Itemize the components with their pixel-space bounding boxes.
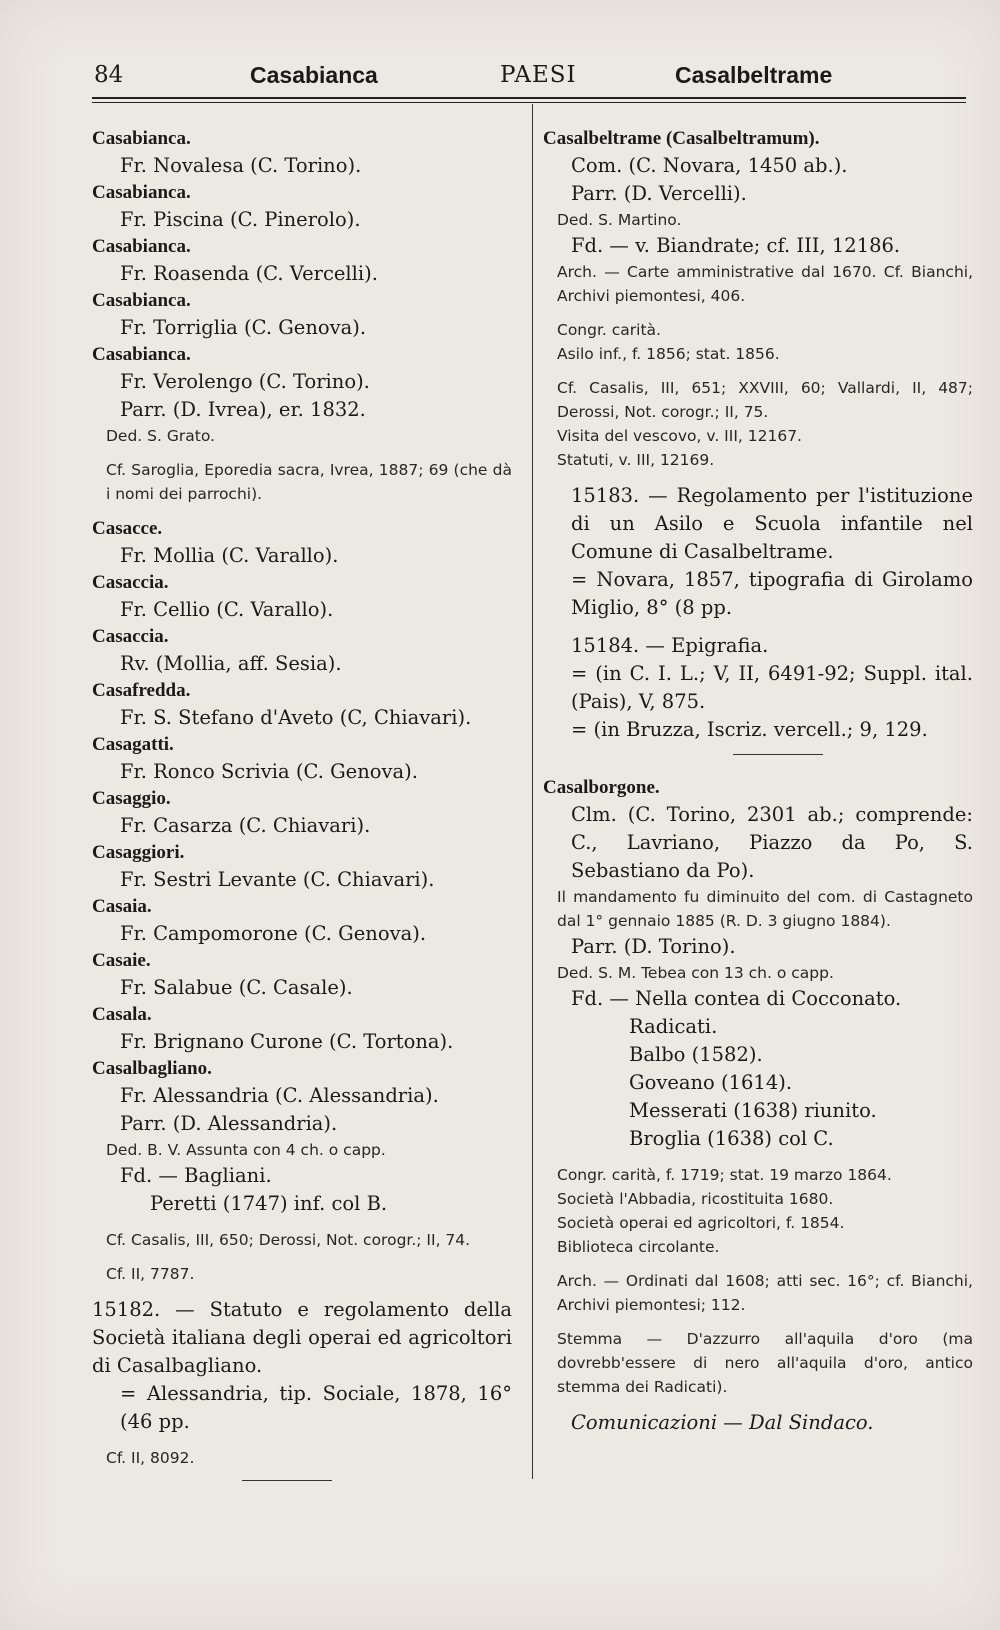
reference-note: Cf. II, 8092. bbox=[106, 1449, 195, 1467]
header-right-title: Casalbeltrame bbox=[675, 62, 833, 88]
note: Congr. carità, f. 1719; stat. 19 marzo 1864. bbox=[557, 1166, 892, 1184]
entry bbox=[92, 624, 512, 678]
entry-name: Casalbagliano. bbox=[92, 1058, 212, 1079]
reference-note: Cf. Casalis, III, 650; Derossi, Not. corogr.; II, 74. bbox=[106, 1231, 471, 1249]
entry-line: Com. (C. Novara, 1450 ab.). bbox=[571, 154, 848, 177]
entry-name: Casabianca. bbox=[92, 182, 191, 203]
note: Società l'Abbadia, ricostituita 1680. bbox=[557, 1190, 834, 1208]
entry-line: Fr. Campomorone (C. Genova). bbox=[120, 922, 427, 945]
note: Il mandamento fu diminuito del com. di Castagneto dal 1° gennaio 1885 (R. D. 3 giugno 1884). bbox=[557, 888, 973, 930]
entry-line: Fr. S. Stefano d'Aveto (C, Chiavari). bbox=[120, 706, 472, 729]
bibliography-entry: 15184. — Epigrafia. bbox=[571, 634, 769, 657]
note: Biblioteca circolante. bbox=[557, 1238, 720, 1256]
note: Visita del vescovo, v. III, 12167. bbox=[557, 427, 802, 445]
archive-note: Arch. — Ordinati dal 1608; atti sec. 16°; cf. Bianchi, Archivi piemontesi; 112. bbox=[557, 1272, 973, 1314]
entry-line: Fr. Brignano Curone (C. Tortona). bbox=[120, 1030, 454, 1053]
entry-name: Casabianca. bbox=[92, 128, 191, 149]
note: Congr. carità. bbox=[557, 321, 661, 339]
entry-name: Casaia. bbox=[92, 896, 152, 917]
entry-line: Fr. Sestri Levante (C. Chiavari). bbox=[120, 868, 435, 891]
entry-name: Casabianca. bbox=[92, 236, 191, 257]
entry-name: Casacce. bbox=[92, 518, 163, 539]
family-name: Goveano (1614). bbox=[629, 1071, 793, 1094]
entry-line: Fr. Mollia (C. Varallo). bbox=[120, 544, 339, 567]
entry-name: Casalborgone. bbox=[543, 777, 660, 798]
entry-line: Peretti (1747) inf. col B. bbox=[150, 1192, 388, 1215]
entry-name: Casabianca. bbox=[92, 344, 191, 365]
publication-line: = (in Bruzza, Iscriz. vercell.; 9, 129. bbox=[571, 718, 928, 741]
communications-line: Comunicazioni — Dal Sindaco. bbox=[571, 1411, 874, 1434]
entry-name: Casalbeltrame (Casalbeltramum). bbox=[543, 128, 820, 149]
bibliography-entry: 15182. — Statuto e regolamento della Società italiana degli operai ed agricoltori di Casalbagliano. bbox=[92, 1298, 512, 1377]
publication-line: = Novara, 1857, tipografia di Girolamo Miglio, 8° (8 pp. bbox=[571, 568, 973, 619]
entry-line: Fr. Ronco Scrivia (C. Genova). bbox=[120, 760, 418, 783]
entry bbox=[92, 180, 512, 234]
entry bbox=[92, 948, 512, 1002]
column-divider bbox=[532, 104, 533, 1479]
entry bbox=[92, 516, 512, 570]
entry-line: Fr. Torriglia (C. Genova). bbox=[120, 316, 367, 339]
entry bbox=[92, 732, 512, 786]
entry bbox=[92, 570, 512, 624]
bibliography-entry: 15183. — Regolamento per l'istituzione di un Asilo e Scuola infantile nel Comune di Casalbeltrame. bbox=[571, 484, 973, 563]
coat-of-arms-note: Stemma — D'azzurro all'aquila d'oro (ma dovrebb'essere di nero all'aquila d'oro, antico stemma dei Radicati). bbox=[557, 1330, 973, 1396]
entry bbox=[92, 1056, 512, 1481]
publication-line: = (in C. I. L.; V, II, 6491-92; Suppl. ital. (Pais), V, 875. bbox=[571, 662, 973, 713]
entry-line: Fr. Alessandria (C. Alessandria). bbox=[120, 1084, 439, 1107]
left-column bbox=[92, 126, 512, 1491]
entry bbox=[92, 126, 512, 180]
section-rule bbox=[242, 1480, 332, 1481]
header-rule bbox=[92, 97, 966, 99]
note: Statuti, v. III, 12169. bbox=[557, 451, 715, 469]
entry-line: Parr. (D. Vercelli). bbox=[571, 182, 747, 205]
entry bbox=[92, 840, 512, 894]
page-number: 84 bbox=[94, 62, 124, 88]
note: Asilo inf., f. 1856; stat. 1856. bbox=[557, 345, 780, 363]
archive-note: Arch. — Carte amministrative dal 1670. Cf. Bianchi, Archivi piemontesi, 406. bbox=[557, 263, 973, 305]
family-name: Messerati (1638) riunito. bbox=[629, 1099, 877, 1122]
entry-line: Parr. (D. Ivrea), er. 1832. bbox=[120, 398, 366, 421]
entry bbox=[92, 288, 512, 342]
entry-name: Casaie. bbox=[92, 950, 151, 971]
entry bbox=[92, 1002, 512, 1056]
entry-line: Rv. (Mollia, aff. Sesia). bbox=[120, 652, 342, 675]
dedication: Ded. S. Martino. bbox=[557, 211, 682, 229]
family-name: Balbo (1582). bbox=[629, 1043, 763, 1066]
note: Società operai ed agricoltori, f. 1854. bbox=[557, 1214, 845, 1232]
page-header bbox=[90, 58, 964, 94]
entry-line: Parr. (D. Torino). bbox=[571, 935, 736, 958]
header-center: PAESI bbox=[500, 62, 577, 88]
entry bbox=[92, 678, 512, 732]
entry bbox=[92, 894, 512, 948]
entry-line: Fr. Salabue (C. Casale). bbox=[120, 976, 353, 999]
entry bbox=[92, 234, 512, 288]
entry-name: Casafredda. bbox=[92, 680, 191, 701]
header-left-title: Casabianca bbox=[250, 62, 378, 88]
entry-line: Fr. Novalesa (C. Torino). bbox=[120, 154, 362, 177]
header-rule-thin bbox=[92, 102, 966, 103]
dedication: Ded. B. V. Assunta con 4 ch. o capp. bbox=[106, 1141, 386, 1159]
reference-note: Cf. Saroglia, Eporedia sacra, Ivrea, 1887; 69 (che dà i nomi dei parrochi). bbox=[106, 461, 512, 503]
entry-line: Clm. (C. Torino, 2301 ab.; comprende: C., Lavriano, Piazzo da Po, S. Sebastiano da Po). bbox=[571, 803, 973, 882]
entry-line: Fd. — Nella contea di Cocconato. bbox=[571, 987, 902, 1010]
entry-name: Casagatti. bbox=[92, 734, 174, 755]
entry-line: Fr. Roasenda (C. Vercelli). bbox=[120, 262, 378, 285]
entry-name: Casaggio. bbox=[92, 788, 171, 809]
dedication: Ded. S. M. Tebea con 13 ch. o capp. bbox=[557, 964, 834, 982]
reference-note: Cf. II, 7787. bbox=[106, 1265, 195, 1283]
entry-name: Casabianca. bbox=[92, 290, 191, 311]
entry-line: Fr. Casarza (C. Chiavari). bbox=[120, 814, 371, 837]
publication-line: = Alessandria, tip. Sociale, 1878, 16° (46 pp. bbox=[120, 1382, 512, 1433]
dedication: Ded. S. Grato. bbox=[106, 427, 215, 445]
entry-line: Fr. Cellio (C. Varallo). bbox=[120, 598, 334, 621]
entry-line: Fd. — v. Biandrate; cf. III, 12186. bbox=[571, 234, 901, 257]
entry-name: Casaccia. bbox=[92, 572, 169, 593]
family-name: Broglia (1638) col C. bbox=[629, 1127, 834, 1150]
entry-name: Casaccia. bbox=[92, 626, 169, 647]
entry bbox=[92, 342, 512, 506]
family-name: Radicati. bbox=[629, 1015, 718, 1038]
entry bbox=[92, 786, 512, 840]
entry-line: Fr. Piscina (C. Pinerolo). bbox=[120, 208, 361, 231]
section-rule bbox=[733, 754, 823, 755]
entry-name: Casala. bbox=[92, 1004, 152, 1025]
entry-line: Fd. — Bagliani. bbox=[120, 1164, 272, 1187]
entry-name: Casaggiori. bbox=[92, 842, 185, 863]
reference-note: Cf. Casalis, III, 651; XXVIII, 60; Vallardi, II, 487; Derossi, Not. corogr.; II, 75. bbox=[557, 379, 973, 421]
right-column bbox=[543, 126, 973, 1437]
entry-line: Fr. Verolengo (C. Torino). bbox=[120, 370, 370, 393]
entry-line: Parr. (D. Alessandria). bbox=[120, 1112, 338, 1135]
